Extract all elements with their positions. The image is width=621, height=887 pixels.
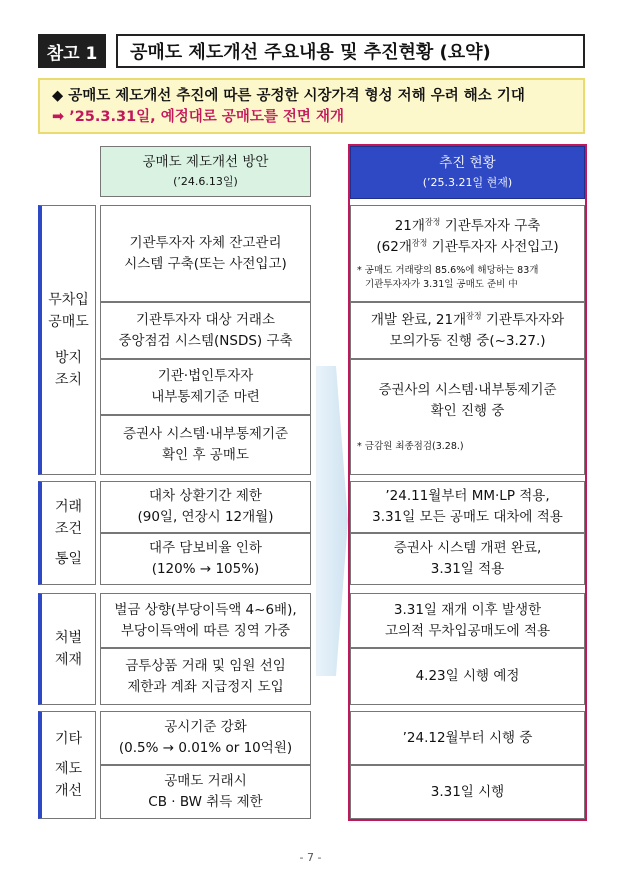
page-number: - 7 - [299,850,322,864]
measure-cell [100,481,311,533]
category-label: 공매도 [48,314,89,330]
category-trading-terms [38,481,96,585]
page-title-text: 공매도 제도개선 주요내용 및 추진현황 (요약) [130,42,491,63]
summary-line-1: ◆ 공매도 제도개선 추진에 따른 공정한 시장가격 형성 저해 우려 해소 기대 [52,88,525,104]
measure-text: 확인 후 공매도 [162,447,249,463]
category-label: 처벌 [54,630,83,646]
status-text: 3.31일 재개 이후 발생한 [393,601,542,618]
measure-text: (90일, 연장시 12개월) [137,509,274,525]
category-naked-short-prevention [38,205,96,475]
measure-text: 내부통제기준 마련 [151,389,260,405]
category-label: 무차입 [48,292,89,308]
left-column-header [100,146,311,197]
measure-cell [100,205,311,302]
status-text: 증권사 시스템 개편 완료, [393,540,542,556]
status-footnote: * 공매도 거래량의 85.6%에 해당하는 83개 기관투자자가 3.31일 공매도 준비 中 [357,264,539,290]
status-text: 3.31일 시행 [430,783,505,800]
measure-cell [100,533,311,585]
category-label: 방지 [54,350,83,366]
status-column-frame [348,144,587,821]
status-text: 고의적 무차입공매도에 적용 [384,622,551,639]
measure-text: 대차 상환기간 제한 [149,488,262,504]
category-label: 조건 [54,521,83,537]
category-label: 통일 [54,551,83,567]
measure-text: 공시기준 강화 [164,719,247,735]
status-text: ’24.11월부터 MM·LP 적용, [385,488,550,504]
status-text: 21개$^{잠정}$ 기관투자자 구축 [394,217,541,234]
page-title [116,34,585,68]
measure-text: 기관투자자 자체 잔고관리 [129,234,282,251]
measure-cell [100,765,311,819]
status-text: 4.23일 시행 예정 [415,668,520,684]
left-column-title: 공매도 제도개선 방안 [142,153,269,170]
reference-badge-label: 참고 1 [46,43,98,64]
status-text: 증권사의 시스템·내부통제기준 [378,382,557,398]
category-penalties [38,593,96,705]
right-column-title: 추진 현황 [439,154,496,171]
measure-text: (120% → 105%) [151,561,260,577]
measure-cell [100,593,311,648]
measure-text: 증권사 시스템·내부통제기준 [122,426,289,442]
status-text: 모의가동 진행 중(~3.27.) [389,332,546,349]
category-label: 조치 [54,372,83,388]
status-text: 개발 완료, 21개$^{잠정}$ 기관투자자와 [370,311,565,328]
measure-text: 제한과 계좌 지급정지 도입 [127,678,284,695]
measure-text: 부당이득액에 따른 징역 가중 [120,622,291,639]
right-column-date: (’25.3.21일 현재) [422,175,513,189]
measure-cell [100,711,311,765]
category-label: 제재 [54,652,83,668]
category-label: 기타 [54,731,83,747]
progress-arrow-icon [312,366,350,676]
status-text: 3.31일 적용 [430,561,505,577]
measure-text: 시스템 구축(또는 사전입고) [124,255,287,272]
status-text: ’24.12월부터 시행 중 [402,729,533,746]
category-label: 제도 [54,761,83,777]
measure-text: 공매도 거래시 [164,773,247,789]
category-other-improvements [38,711,96,819]
measure-text: 중앙점검 시스템(NSDS) 구축 [118,332,293,349]
summary-box [38,78,585,134]
measure-cell [100,415,311,475]
measure-text: 벌금 상향(부당이득액 4~6배), [114,601,297,618]
summary-line-2: ➡ ’25.3.31일, 예정대로 공매도를 전면 재개 [52,109,344,125]
measure-text: (0.5% → 0.01% or 10억원) [118,740,293,756]
status-text: 3.31일 모든 공매도 대차에 적용 [372,509,563,525]
status-text: 확인 진행 중 [430,403,505,419]
left-column-date: (’24.6.13일) [173,174,238,188]
measure-text: 기관투자자 대상 거래소 [136,311,275,328]
status-footnote: * 금감원 최종점검(3.28.) [357,441,464,452]
measure-text: 금투상품 거래 및 임원 선임 [125,657,286,674]
reference-badge [38,34,106,68]
measure-text: 기관·법인투자자 [157,368,254,384]
status-text: (62개$^{잠정}$ 기관투자자 사전입고) [376,238,559,255]
category-label: 개선 [54,783,83,799]
measure-text: 대주 담보비율 인하 [149,540,262,556]
measure-cell [100,302,311,359]
measure-cell [100,648,311,705]
measure-cell [100,359,311,415]
measure-text: CB · BW 취득 제한 [148,794,263,810]
category-label: 거래 [54,499,83,515]
